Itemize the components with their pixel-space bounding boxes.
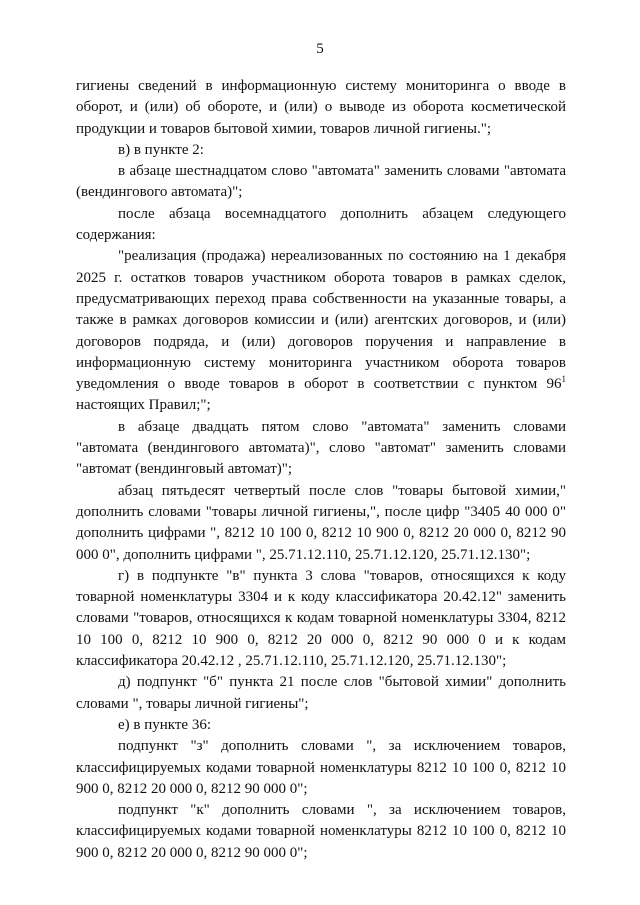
paragraph-25th-abzac: в абзаце двадцать пятом слово "автомата" заменить словами "автомата (вендингового автомата)", слово "автомат" заменить словами "автомат (вендинговый автомат)"; (76, 418, 566, 478)
paragraph-subitem-z: подпункт "з" дополнить словами ", за исключением товаров, классифицируемых кодами товарной номенклатуры 8212 10 100 0, 8212 10 900 0, 8212 20 000 0, 8212 90 000 0"; (76, 738, 566, 797)
document-body (76, 76, 566, 864)
paragraph-subitem-k: подпункт "к" дополнить словами ", за исключением товаров, классифицируемых кодами товарной номенклатуры 8212 10 100 0, 8212 10 900 0, 8212 20 000 0, 8212 90 000 0"; (76, 802, 566, 861)
paragraph-item-e: е) в пункте 36: (118, 716, 212, 733)
paragraph-quoted-realization-tail: настоящих Правил;"; (76, 397, 211, 414)
paragraph-quoted-realization (76, 246, 566, 416)
paragraph-item-v: в) в пункте 2: (118, 141, 204, 158)
paragraph-54th-abzac: абзац пятьдесят четвертый после слов "товары бытовой химии," дополнить словами "товары личной гигиены,", после цифр "3405 40 000 0" дополнить цифрами ", 8212 10 100 0, 8212 10 900 0, 8212 20 000 0, 8212 90 000 0", дополнить цифрами ", 25.71.12.110, 25.71.12.120, 25.71.12.130"; (76, 482, 566, 563)
paragraph-after-18th-abzac: после абзаца восемнадцатого дополнить абзацем следующего содержания: (76, 205, 566, 244)
superscript-marker: 1 (561, 374, 566, 385)
paragraph-continuation: гигиены сведений в информационную систему мониторинга о вводе в оборот, и (или) об обороте, и (или) о выводе из оборота косметической продукции и товаров бытовой химии, товаров личной гигиены."; (76, 78, 566, 137)
page-number: 5 (316, 41, 324, 57)
paragraph-item-d: д) подпункт "б" пункта 21 после слов "бытовой химии" дополнить словами ", товары личной гигиены"; (76, 674, 566, 712)
paragraph-quoted-realization-text: "реализация (продажа) нереализованных по состоянию на 1 декабря 2025 г. остатков товаров участником оборота товаров в рамках сделок, предусматривающих переход права собственности на указанные товары, а также в рамках договоров комиссии и (или) агентских договоров, и (или) договоров подряда, и (или) договоров поручения и направление в информационную систему мониторинга участником оборота товаров уведомления о вводе товаров в оборот в соответствии с пунктом 96 (76, 248, 566, 393)
paragraph-16th-abzac: в абзаце шестнадцатом слово "автомата" заменить словами "автомата (вендингового автомата)"; (76, 163, 566, 201)
paragraph-item-g: г) в подпункте "в" пункта 3 слова "товаров, относящихся к коду товарной номенклатуры 3304 и к коду классификатора 20.42.12" заменить словами "товаров, относящихся к кодам товарной номенклатуры 3304, 8212 10 100 0, 8212 10 900 0, 8212 20 000 0, 8212 90 000 0 и к кодам классификатора 20.42.12 , 25.71.12.110, 25.71.12.120, 25.71.12.130"; (76, 567, 566, 670)
